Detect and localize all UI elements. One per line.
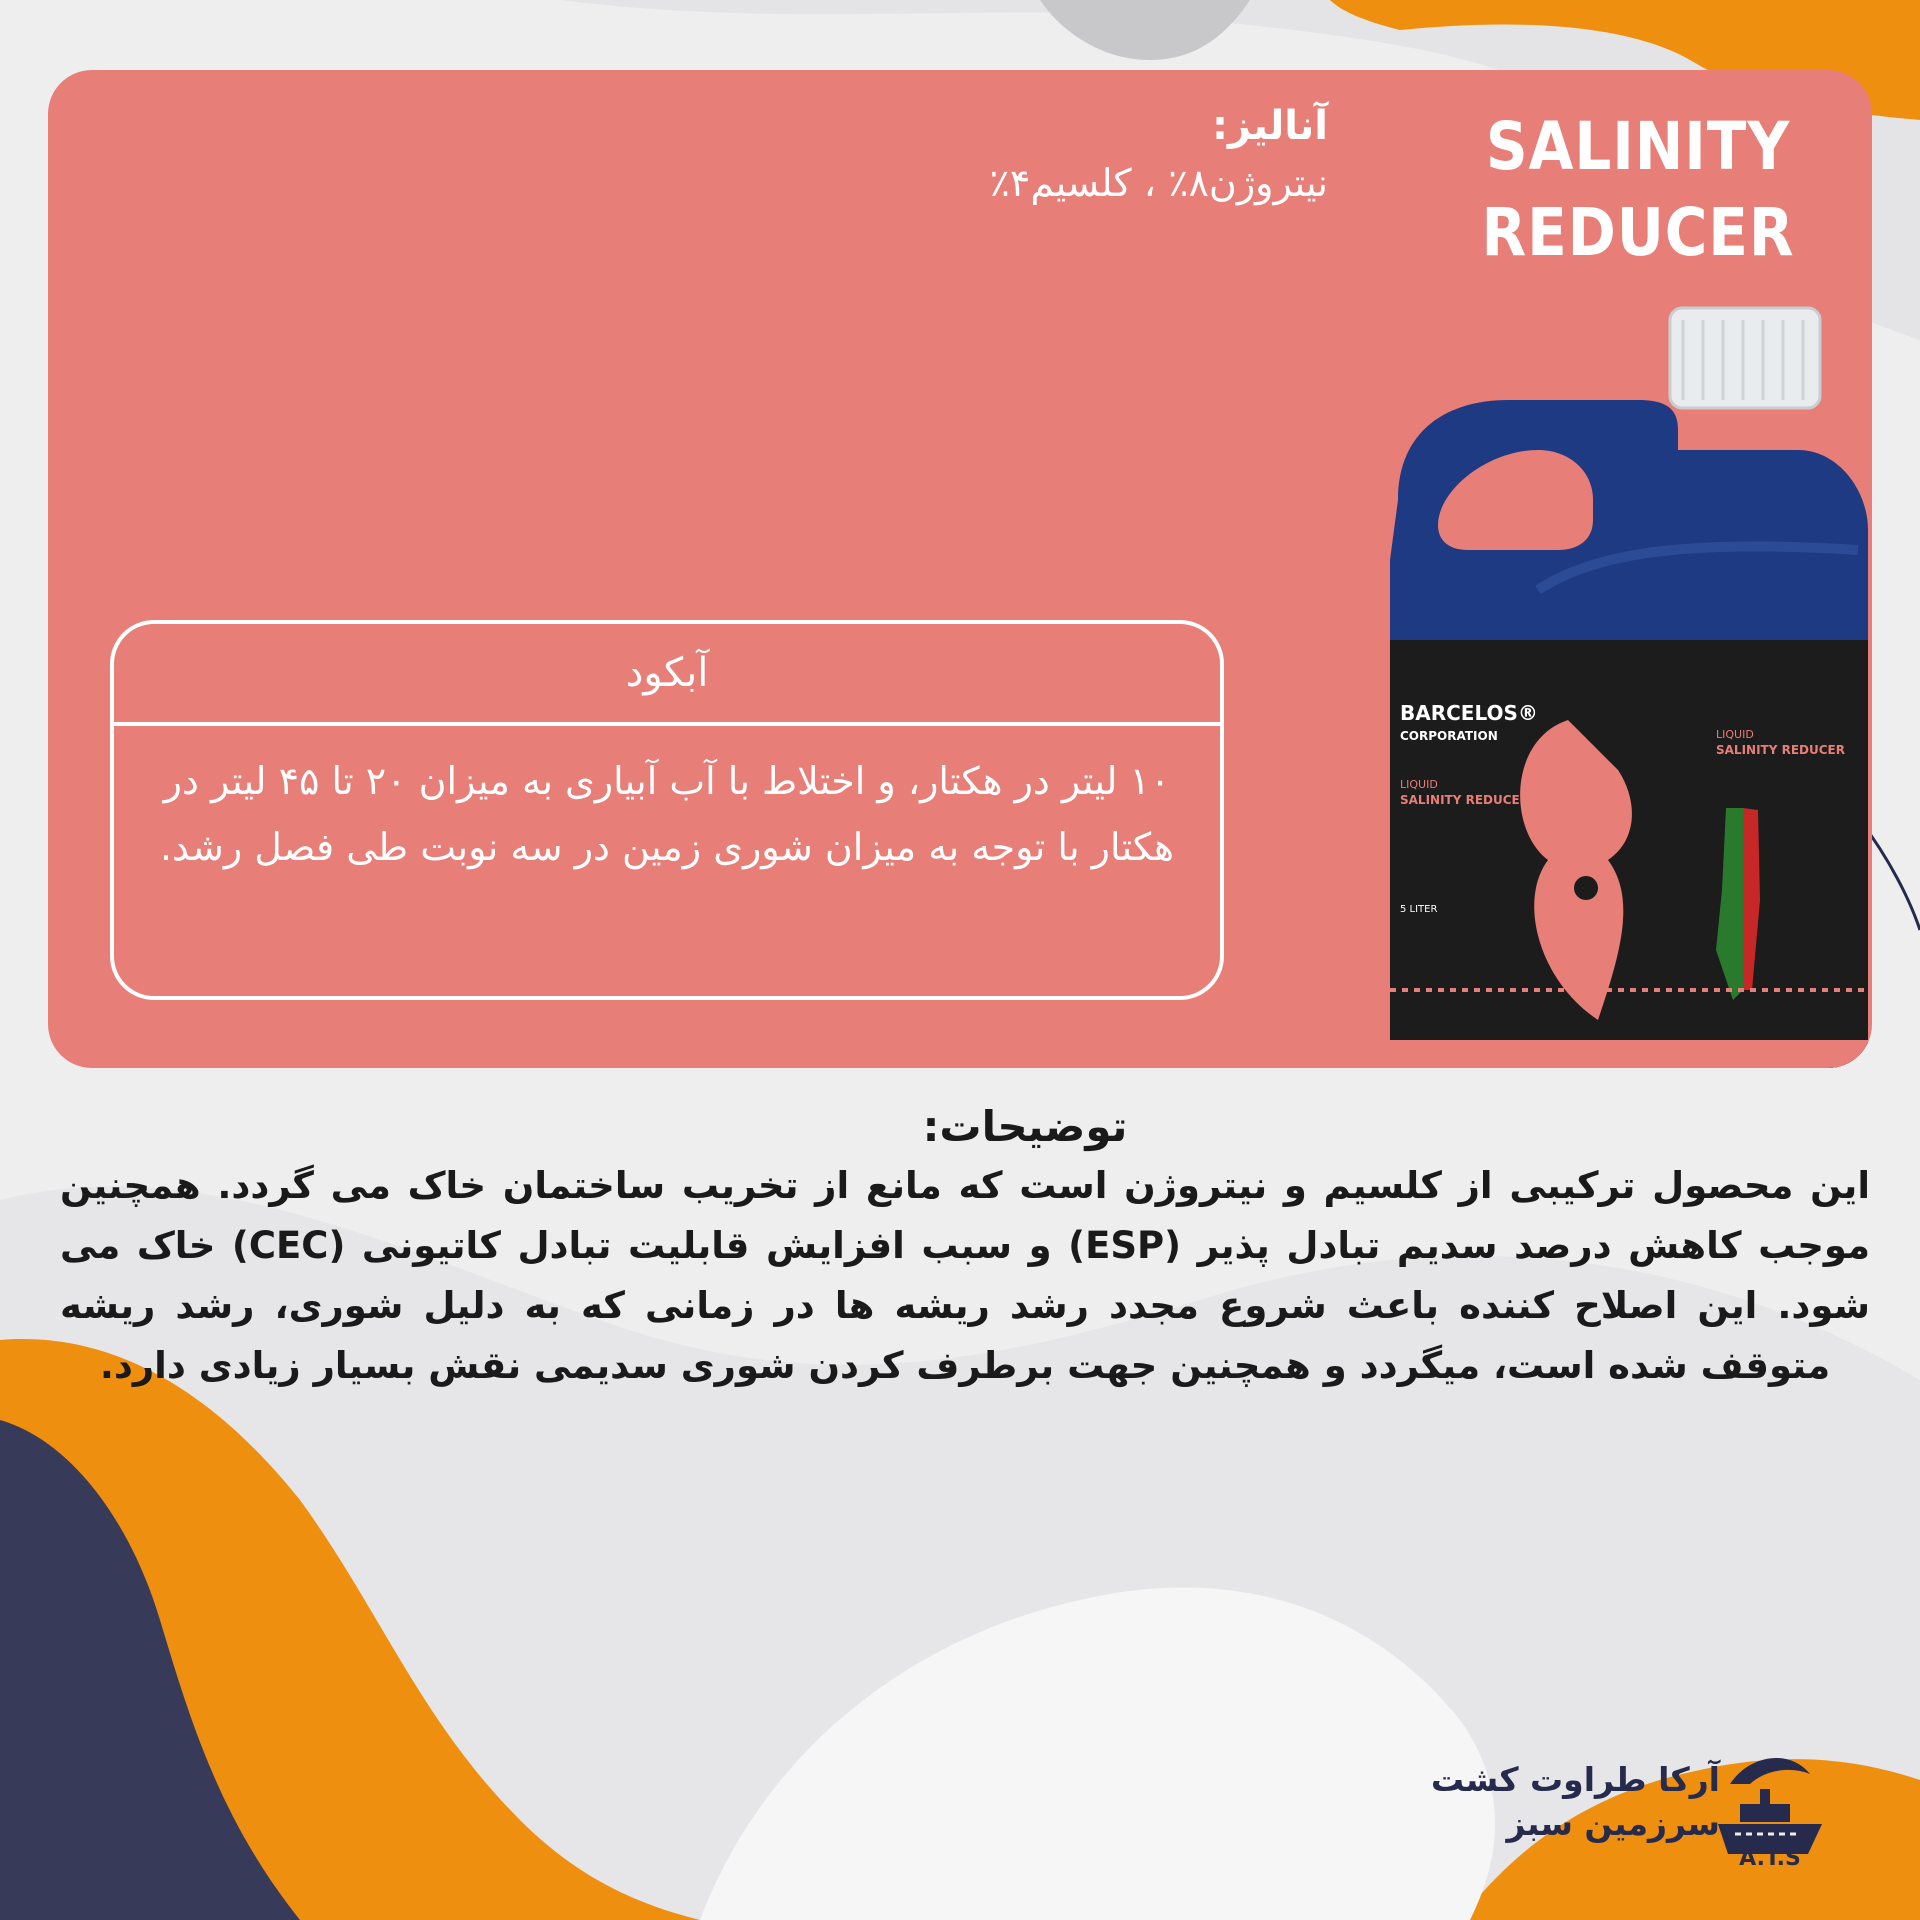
bottle-cap: [1670, 308, 1820, 408]
description-body: این محصول ترکیبی از کلسیم و نیتروژن است که مانع از تخریب ساختمان خاک می گردد. همچنین موجب کاهش درصد سدیم تبادل پذیر (ESP) و سبب افزایش قابلیت تبادل کاتیونی (CEC) خاک می شود. این اصلاح کننده باعث شروع مجدد رشد ریشه ها در زمانی که به دلیل شوری، رشد ریشه متوقف شده است، میگردد و همچنین جهت برطرف کردن شوری سدیمی نقش بسیار زیادی دارد.: [60, 1164, 1871, 1387]
label-liquid: LIQUID: [1400, 778, 1438, 791]
description-section: [60, 1098, 1870, 1396]
dosage-box: [110, 620, 1224, 1000]
product-name: [1448, 104, 1828, 276]
dosage-method: آبکود: [114, 624, 1220, 726]
label-bottom-strip: [1390, 1040, 1868, 1068]
company-name-line1: آرکا طراوت کشت: [1430, 1760, 1720, 1799]
product-name-line1: SALINITY: [1485, 108, 1791, 185]
company-logo: [1430, 1736, 1870, 1886]
label-brand-corp: CORPORATION: [1400, 729, 1498, 743]
dosage-text: ۱۰ لیتر در هکتار، و اختلاط با آب آبیاری به میزان ۲۰ تا ۴۵ لیتر در هکتار با توجه به میزان شوری زمین در سه نوبت طی فصل رشد.: [159, 759, 1175, 869]
company-name-line2: سرزمین سبز: [1506, 1804, 1720, 1843]
label-product: SALINITY REDUCER: [1400, 793, 1529, 807]
analysis-block: [708, 98, 1328, 212]
label-liquid-right: LIQUID: [1716, 728, 1754, 741]
product-card: [48, 70, 1872, 1068]
description-heading: توضیحات:: [922, 1102, 1128, 1151]
company-name: [1431, 1758, 1720, 1846]
label-product-right: SALINITY REDUCER: [1716, 743, 1845, 757]
company-abbr: A.T.S: [1739, 1846, 1801, 1871]
analysis-value: نیتروژن۸٪ ، کلسیم۴٪: [989, 161, 1328, 205]
bg-gray-top: [1040, 0, 1250, 60]
product-name-line2: REDUCER: [1481, 194, 1795, 271]
label-volume: 5 LITER: [1400, 904, 1438, 915]
label-brand: BARCELOS®: [1400, 701, 1538, 725]
label-rooster-eye: [1574, 876, 1598, 900]
analysis-heading: آنالیز:: [1212, 103, 1328, 149]
product-bottle-image: [1338, 300, 1872, 1068]
